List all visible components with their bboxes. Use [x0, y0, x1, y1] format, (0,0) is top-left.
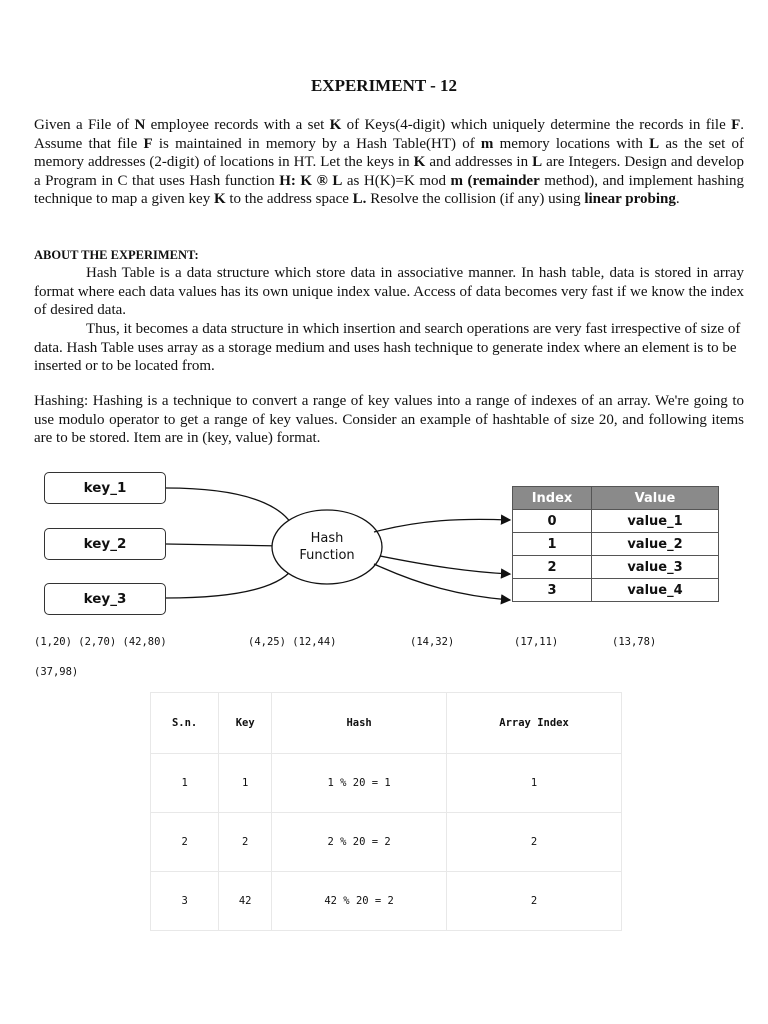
table-row: 3 42 42 % 20 = 2 2 [151, 872, 622, 931]
hashing-paragraph: Hashing: Hashing is a technique to convert a range of key values into a range of indexes of an array. We're going to use modulo operator to get a range of key values. Consider an example of hashtable of size 20, and following items are to be stored. Item are in (key, value) format. [34, 393, 744, 446]
arrow-to-index-0 [374, 519, 510, 532]
table-row: 2 value_3 [513, 556, 719, 579]
about-paragraph-2: Thus, it becomes a data structure in which insertion and search operations are very fast irrespective of size of data. Hash Table uses array as a storage medium and uses hash technique to generate index where an element is to be inserted or to be located from. [34, 321, 741, 374]
table-row: 1 1 1 % 20 = 1 1 [151, 754, 622, 813]
item-group-1: (1,20) (2,70) (42,80) [34, 636, 167, 648]
arrow-to-index-2 [380, 556, 510, 574]
item-group-3: (14,32) [410, 636, 455, 648]
item-group-4: (17,11) [514, 636, 559, 648]
key-box-3: key_3 [44, 583, 166, 615]
hash-table-diagram: Index Value 0 value_1 1 value_2 2 value_3 3 value_4 [512, 486, 719, 602]
about-paragraph-1: Hash Table is a data structure which store data in associative manner. In hash table, data is stored in array format where each data values has its own unique index value. Access of data becomes very fast if we know the index of desired data. [34, 265, 744, 318]
hash-function-label: Hash Function [299, 531, 355, 563]
item-group-5: (13,78) [612, 636, 657, 648]
problem-statement: Given a File of N employee records with a set K of Keys(4-digit) which uniquely determine the records in file F. Assume that file F is maintained in memory by a Hash Table(HT) of m memory locations with L as the set of memory addresses (2-digit) of locations in HT. Let the keys in K and addresses in L are Integers. Design and develop a Program in C that uses Hash function H: K ® L as H(K)=K mod m (remainder method), and implement hashing technique to map a given key K to the address space L. Resolve the collision (if any) using linear probing. [34, 117, 744, 207]
key2-connector [166, 544, 284, 546]
item-group-2: (4,25) (12,44) [248, 636, 337, 648]
table-header-row: S.n. Key Hash Array Index [151, 693, 622, 754]
key-box-2: key_2 [44, 528, 166, 560]
section-heading: ABOUT THE EXPERIMENT: [34, 248, 199, 262]
key1-connector [166, 488, 296, 534]
table-row: 2 2 2 % 20 = 2 2 [151, 813, 622, 872]
arrow-to-index-3 [374, 564, 510, 600]
key-box-1: key_1 [44, 472, 166, 504]
table-row: 0 value_1 [513, 510, 719, 533]
table-row: 1 value_2 [513, 533, 719, 556]
page-title: EXPERIMENT - 12 [310, 76, 458, 95]
hash-example-table [150, 692, 622, 931]
key3-connector [166, 562, 296, 598]
item-group-6: (37,98) [34, 666, 79, 678]
table-row: 3 value_4 [513, 579, 719, 602]
